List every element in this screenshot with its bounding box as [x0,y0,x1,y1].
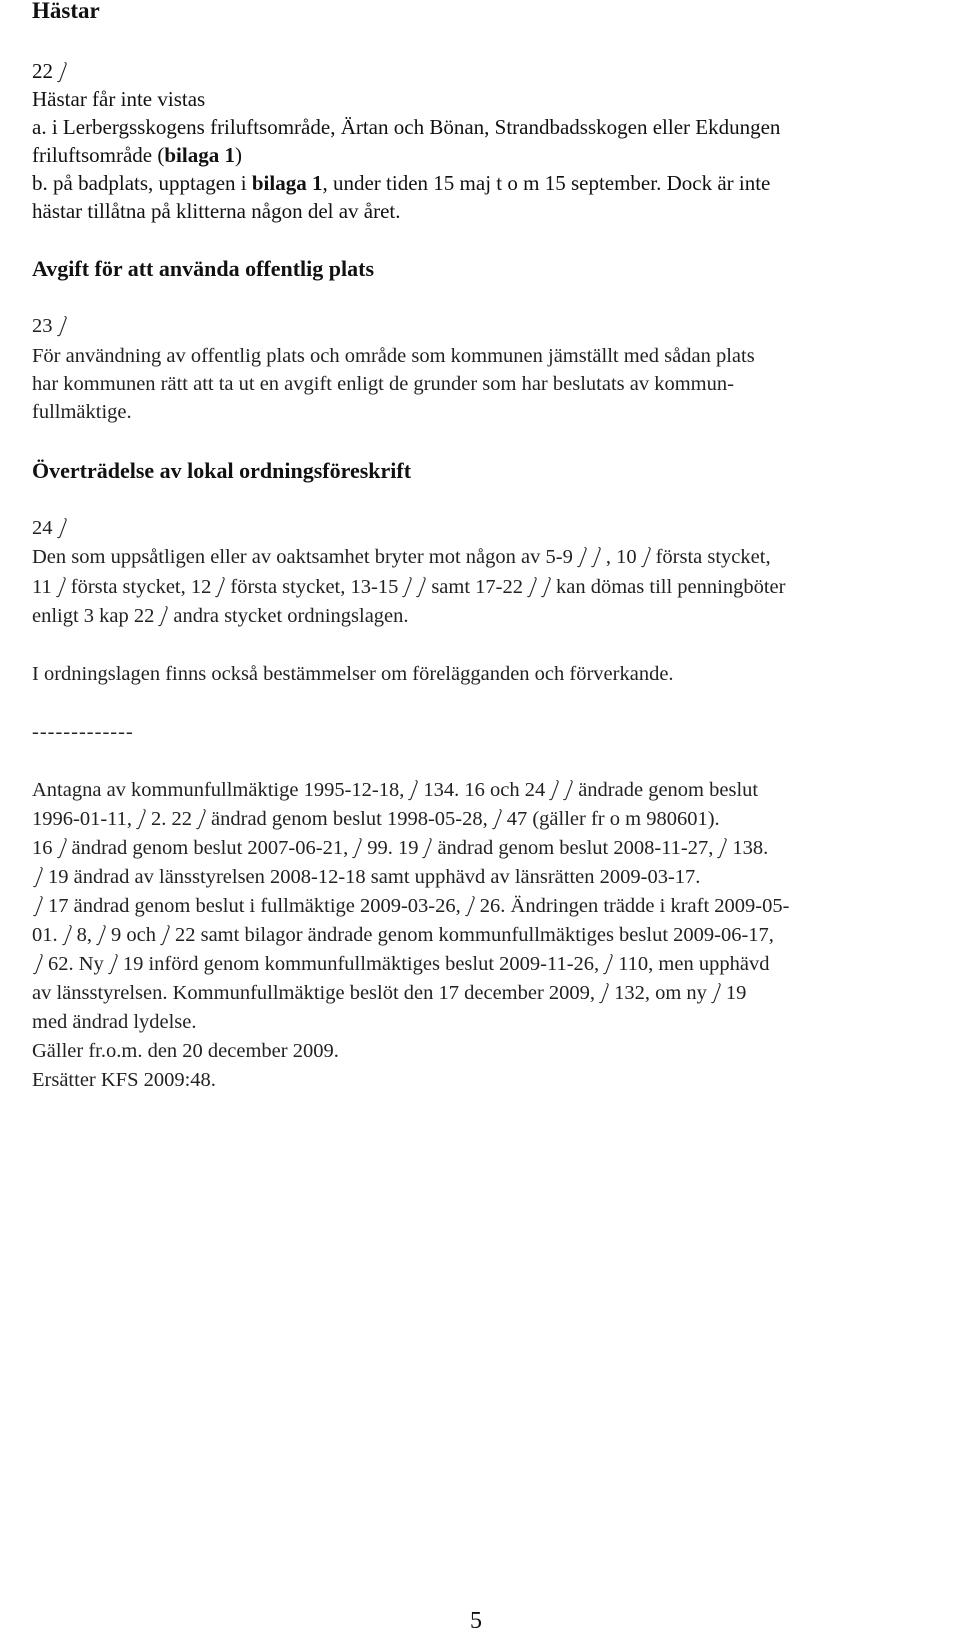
history-line-2 [32,805,720,835]
text-run: 11 [32,576,52,598]
text-run: 138. [732,837,769,859]
section-sign-icon [56,315,68,336]
history-line-7 [32,950,769,980]
text-run: 22 samt bilagor ändrade genom kommunfullmäktiges beslut 2009-06-17, [174,924,774,946]
section-sign-icon [95,924,107,945]
section-sign-icon [464,895,476,916]
text-run: 17 ändrad genom beslut i fullmäktige 2009-03-26, [48,895,461,917]
text-run: 62. Ny [48,953,104,975]
section-sign-icon [32,866,44,887]
section-sign-icon [157,605,169,626]
text-run: friluftsområde ( [32,143,165,167]
text-run: 134. 16 och 24 [423,779,546,801]
heading-avgift: Avgift för att använda offentlig plats [32,256,375,281]
text-run: enligt 3 kap 22 [32,605,155,627]
section-sign-icon [562,779,574,800]
section-sign-icon [576,546,588,567]
paragraph-22-item-a: a. i Lerbergsskogens friluftsområde, Ärtan och Bönan, Strandbadsskogen eller Ekdungen [32,115,781,139]
section-sign-icon [602,953,614,974]
paragraph-22-item-b-cont: hästar tillåtna på klitterna någon del av året. [32,199,401,223]
history-line-9: med ändrad lydelse. [32,1011,197,1033]
text-run: samt 17-22 [431,576,523,598]
history-line-1 [32,776,758,806]
text-run: , 10 [605,546,637,568]
paragraph-22-intro: Hästar får inte vistas [32,87,206,111]
section-sign-icon [56,61,68,82]
text-run: ändrad genom beslut 2008-11-27, [437,837,714,859]
history-line-4 [32,863,700,893]
text-run: , under tiden 15 maj t o m 15 september. Dock är inte [322,171,771,195]
section-sign-icon [421,837,433,858]
heading-overtradelse: Överträdelse av lokal ordningsföreskrift [32,458,412,483]
paragraph-23-number [32,312,72,342]
text-run: 01. [32,924,58,946]
section-sign-icon [491,808,503,829]
section-sign-icon [159,924,171,945]
section-sign-icon [55,576,67,597]
separator-line: ------------- [32,721,134,743]
paragraph-number: 22 [32,59,53,83]
page-number: 5 [470,1608,482,1634]
section-sign-icon [526,576,538,597]
text-run: 19 [725,982,747,1004]
paragraph-24-number [32,514,72,544]
appendix-reference: bilaga 1 [251,171,323,195]
paragraph-24-line-3 [32,602,409,632]
text-run: 110, men upphävd [618,953,770,975]
history-line-8 [32,979,746,1009]
text-run: 16 [32,837,53,859]
section-sign-icon [214,576,226,597]
paragraph-24-note: I ordningslagen finns också bestämmelser om förelägganden och förverkande. [32,663,674,685]
history-line-10: Gäller fr.o.m. den 20 december 2009. [32,1040,339,1062]
text-run: av länsstyrelsen. Kommunfullmäktige beslöt den 17 december 2009, [32,982,596,1004]
text-run: ändrad genom beslut 1998-05-28, [211,808,488,830]
section-sign-icon [107,953,119,974]
paragraph-number: 23 [32,315,53,337]
section-sign-icon [710,982,722,1003]
text-run: 2. 22 [151,808,193,830]
history-line-3 [32,834,768,864]
paragraph-24-line-2 [32,573,785,603]
text-run: Den som uppsåtligen eller av oaktsamhet bryter mot någon av 5-9 [32,546,573,568]
text-run: första stycket, 12 [70,576,212,598]
section-sign-icon [716,837,728,858]
paragraph-number: 24 [32,517,53,539]
text-run: 19 införd genom kommunfullmäktiges beslut 2009-11-26, [122,953,600,975]
history-line-11: Ersätter KFS 2009:48. [32,1069,216,1091]
history-line-5 [32,892,789,922]
section-sign-icon [540,576,552,597]
text-run: Antagna av kommunfullmäktige 1995-12-18, [32,779,405,801]
history-line-6 [32,921,774,951]
section-sign-icon [135,808,147,829]
section-sign-icon [401,576,413,597]
text-run: 19 ändrad av länsstyrelsen 2008-12-18 samt upphävd av länsrätten 2009-03-17. [48,866,701,888]
text-run: b. på badplats, upptagen i [32,171,252,195]
section-sign-icon [640,546,652,567]
text-run: 9 och [111,924,156,946]
section-sign-icon [32,895,44,916]
text-run: första stycket, [655,546,771,568]
text-run: 99. 19 [367,837,419,859]
section-sign-icon [32,953,44,974]
text-run: 8, [76,924,92,946]
text-run: ) [234,143,242,167]
section-sign-icon [407,779,419,800]
text-run: 1996-01-11, [32,808,133,830]
section-sign-icon [598,982,610,1003]
text-run: ändrade genom beslut [578,779,759,801]
section-sign-icon [351,837,363,858]
paragraph-22-item-a-cont [32,140,242,170]
section-sign-icon [56,517,68,538]
text-run: 26. Ändringen trädde i kraft 2009-05- [479,895,790,917]
section-sign-icon [415,576,427,597]
text-run: 47 (gäller fr o m 980601). [506,808,720,830]
paragraph-23-line-3: fullmäktige. [32,401,132,423]
text-run: första stycket, 13-15 [230,576,399,598]
text-run: kan dömas till penningböter [556,576,786,598]
paragraph-22-number [32,56,72,86]
paragraph-24-line-1 [32,543,771,573]
text-run: 132, om ny [614,982,707,1004]
appendix-reference: bilaga 1 [164,143,235,167]
paragraph-23-line-1: För användning av offentlig plats och område som kommunen jämställt med sådan plats [32,345,755,367]
section-sign-icon [195,808,207,829]
section-sign-icon [61,924,73,945]
paragraph-23-line-2: har kommunen rätt att ta ut en avgift enligt de grunder som har beslutats av kommun- [32,373,734,395]
text-run: andra stycket ordningslagen. [173,605,409,627]
text-run: ändrad genom beslut 2007-06-21, [71,837,349,859]
section-sign-icon [56,837,68,858]
section-sign-icon [590,546,602,567]
section-sign-icon [548,779,560,800]
section-title-hastar: Hästar [32,0,100,23]
paragraph-22-item-b [32,168,770,198]
